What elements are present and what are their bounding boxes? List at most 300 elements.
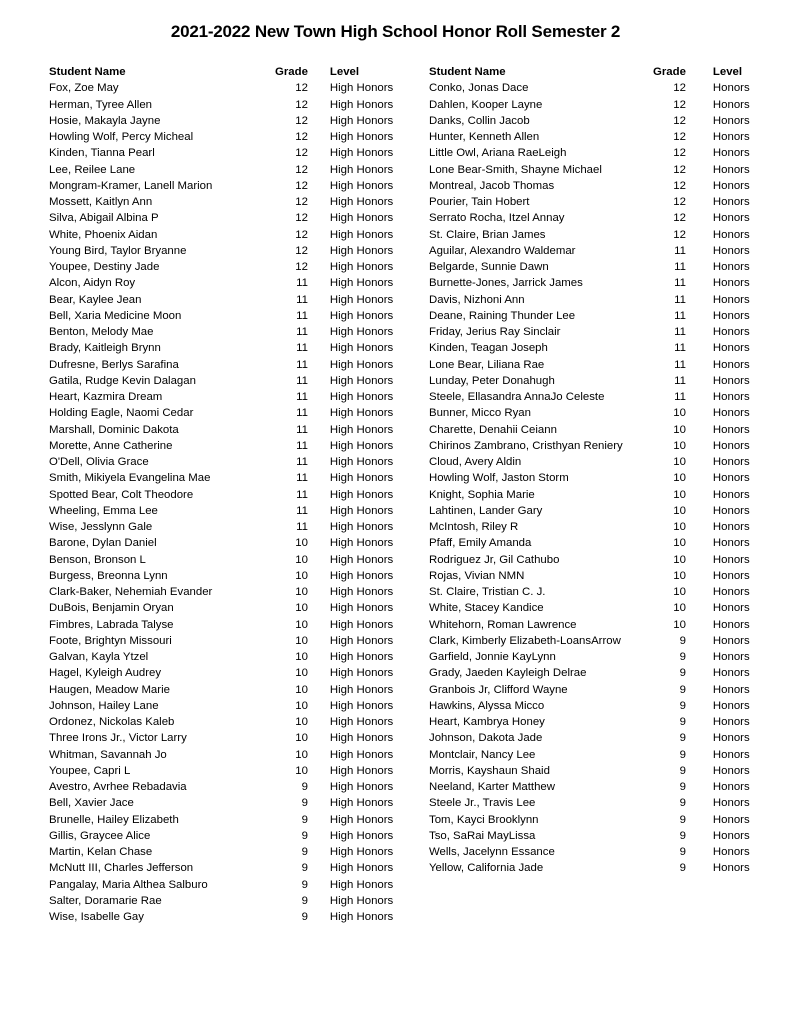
- student-name-cell: Fimbres, Labrada Talyse: [49, 618, 174, 631]
- level-cell: High Honors: [329, 878, 394, 891]
- student-name-cell: St. Claire, Tristian C. J.: [429, 586, 546, 598]
- column-spacer: [308, 243, 330, 259]
- level-cell: Honors: [712, 147, 750, 160]
- level-cell: High Honors: [329, 764, 394, 777]
- column-spacer: [686, 422, 713, 438]
- grade-cell: 10: [673, 439, 686, 452]
- level-cell: Honors: [712, 131, 750, 143]
- level-cell: Honors: [712, 114, 750, 127]
- level-cell: Honors: [712, 488, 750, 501]
- column-spacer: [308, 844, 330, 860]
- level-cell: High Honors: [329, 179, 394, 192]
- level-cell: High Honors: [329, 618, 394, 631]
- level-cell: High Honors: [329, 358, 394, 371]
- grade-cell: 12: [295, 228, 308, 241]
- grade-cell: 10: [295, 748, 308, 761]
- student-name-cell: Benson, Bronson L: [49, 553, 146, 566]
- level-cell: Honors: [712, 98, 750, 111]
- grade-cell: 10: [673, 602, 686, 615]
- table-body: [49, 80, 400, 925]
- level-cell: High Honors: [329, 748, 394, 761]
- column-spacer: [686, 438, 713, 454]
- level-cell: Honors: [712, 309, 750, 322]
- level-cell: High Honors: [329, 829, 394, 842]
- level-cell: High Honors: [329, 309, 394, 322]
- table-row: [429, 373, 773, 389]
- student-name-cell: Bell, Xavier Jace: [49, 797, 134, 810]
- level-cell: High Honors: [329, 326, 394, 338]
- grade-cell: 10: [295, 683, 308, 696]
- grade-cell: 9: [679, 699, 686, 712]
- level-cell: High Honors: [329, 732, 394, 745]
- table-row: [49, 714, 400, 730]
- student-name-cell: Tom, Kayci Brooklynn: [429, 813, 539, 826]
- level-cell: Honors: [712, 179, 750, 192]
- level-cell: High Honors: [329, 439, 394, 452]
- honor-roll-table-high-honors: [49, 64, 400, 925]
- table-row: [49, 243, 400, 259]
- grade-cell: 9: [301, 846, 308, 858]
- column-header-grade: Grade: [653, 66, 686, 78]
- student-name-cell: Silva, Abigail Albina P: [49, 212, 159, 225]
- student-name-cell: Neeland, Karter Matthew: [429, 781, 555, 793]
- column-spacer: [686, 194, 713, 210]
- level-cell: High Honors: [329, 391, 394, 403]
- table-row: [429, 162, 773, 178]
- level-cell: Honors: [712, 423, 750, 436]
- table-row: [49, 552, 400, 568]
- student-name-cell: Haugen, Meadow Marie: [49, 683, 170, 696]
- table-row: [49, 812, 400, 828]
- grade-cell: 10: [295, 667, 308, 680]
- grade-cell: 10: [673, 488, 686, 501]
- column-spacer: [308, 162, 330, 178]
- student-name-cell: Morris, Kayshaun Shaid: [429, 764, 550, 777]
- level-cell: Honors: [712, 732, 750, 745]
- student-name-cell: Garfield, Jonnie KayLynn: [429, 651, 556, 663]
- table-row: [429, 405, 773, 421]
- level-cell: High Honors: [329, 553, 394, 566]
- column-spacer: [686, 308, 713, 324]
- table-row: [429, 487, 773, 503]
- grade-cell: 9: [679, 781, 686, 793]
- column-spacer: [686, 617, 713, 633]
- column-spacer: [308, 877, 330, 893]
- student-name-cell: Charette, Denahii Ceiann: [429, 423, 557, 436]
- level-cell: High Honors: [329, 131, 394, 143]
- student-name-cell: Young Bird, Taylor Bryanne: [49, 244, 187, 257]
- student-name-cell: Bear, Kaylee Jean: [49, 293, 142, 306]
- level-cell: High Honors: [329, 293, 394, 306]
- level-cell: High Honors: [329, 602, 394, 615]
- table-row: [49, 763, 400, 779]
- level-cell: Honors: [712, 716, 750, 728]
- table-row: [429, 292, 773, 308]
- level-cell: High Honors: [329, 196, 394, 208]
- level-cell: Honors: [712, 342, 750, 355]
- student-name-cell: Ordonez, Nickolas Kaleb: [49, 716, 175, 728]
- table-row: [429, 178, 773, 194]
- level-cell: Honors: [712, 781, 750, 793]
- column-spacer: [686, 292, 713, 308]
- level-cell: Honors: [712, 163, 750, 176]
- table-row: [49, 519, 400, 535]
- column-spacer: [686, 487, 713, 503]
- grade-cell: 11: [296, 326, 308, 338]
- table-row: [429, 438, 773, 454]
- table-row: [49, 568, 400, 584]
- student-name-cell: Mongram-Kramer, Lanell Marion: [49, 179, 213, 192]
- grade-cell: 12: [673, 212, 686, 225]
- column-spacer: [308, 600, 330, 616]
- student-name-cell: Youpee, Destiny Jade: [49, 261, 160, 273]
- level-cell: High Honors: [329, 163, 394, 176]
- level-cell: High Honors: [329, 846, 394, 858]
- column-spacer: [308, 80, 330, 96]
- column-spacer: [308, 373, 330, 389]
- student-name-cell: Aguilar, Alexandro Waldemar: [429, 244, 576, 257]
- column-spacer: [308, 568, 330, 584]
- grade-cell: 12: [673, 228, 686, 241]
- level-cell: High Honors: [329, 98, 394, 111]
- level-cell: High Honors: [329, 261, 394, 273]
- grade-cell: 10: [673, 537, 686, 550]
- level-cell: Honors: [712, 326, 750, 338]
- level-cell: Honors: [712, 797, 750, 810]
- honor-roll-table-honors: [429, 64, 773, 877]
- column-spacer: [686, 698, 713, 714]
- student-name-cell: O'Dell, Olivia Grace: [49, 456, 149, 468]
- student-name-cell: Lunday, Peter Donahugh: [429, 374, 555, 387]
- level-cell: Honors: [712, 391, 750, 403]
- column-spacer: [308, 698, 330, 714]
- level-cell: Honors: [712, 699, 750, 712]
- table-row: [49, 682, 400, 698]
- table-row: [429, 470, 773, 486]
- column-spacer: [686, 584, 713, 600]
- student-name-cell: Brady, Kaitleigh Brynn: [49, 342, 161, 355]
- grade-cell: 11: [674, 342, 686, 355]
- grade-cell: 9: [679, 862, 686, 875]
- table-row: [49, 909, 400, 925]
- column-spacer: [686, 600, 713, 616]
- student-name-cell: Chirinos Zambrano, Cristhyan Reniery: [429, 439, 623, 452]
- student-name-cell: Bunner, Micco Ryan: [429, 407, 531, 420]
- grade-cell: 10: [673, 618, 686, 631]
- table-row: [49, 487, 400, 503]
- level-cell: High Honors: [329, 569, 394, 582]
- grade-cell: 12: [295, 163, 308, 176]
- table-row: [49, 162, 400, 178]
- column-spacer: [686, 828, 713, 844]
- column-spacer: [308, 275, 330, 291]
- table-row: [429, 519, 773, 535]
- student-name-cell: St. Claire, Brian James: [429, 228, 546, 241]
- grade-cell: 9: [679, 667, 686, 680]
- grade-cell: 10: [295, 537, 308, 550]
- level-cell: Honors: [712, 244, 750, 257]
- table-row: [49, 373, 400, 389]
- level-cell: High Honors: [329, 911, 394, 923]
- table-row: [429, 275, 773, 291]
- student-name-cell: Lee, Reilee Lane: [49, 163, 136, 176]
- column-spacer: [686, 633, 713, 649]
- grade-cell: 12: [295, 82, 308, 95]
- column-spacer: [686, 97, 713, 113]
- table-row: [49, 145, 400, 161]
- column-spacer: [308, 665, 330, 681]
- student-name-cell: Avestro, Avrhee Rebadavia: [49, 781, 187, 793]
- level-cell: Honors: [712, 683, 750, 696]
- student-name-cell: Dahlen, Kooper Layne: [429, 98, 543, 111]
- grade-cell: 11: [296, 342, 308, 355]
- student-name-cell: Fox, Zoe May: [49, 82, 119, 95]
- student-name-cell: Montclair, Nancy Lee: [429, 748, 536, 761]
- table-row: [429, 552, 773, 568]
- student-name-cell: Rodriguez Jr, Gil Cathubo: [429, 553, 560, 566]
- grade-cell: 10: [673, 456, 686, 468]
- student-name-cell: Benton, Melody Mae: [49, 326, 154, 338]
- grade-cell: 10: [673, 504, 686, 517]
- column-spacer: [686, 275, 713, 291]
- grade-cell: 9: [679, 748, 686, 761]
- column-spacer: [308, 747, 330, 763]
- grade-cell: 11: [674, 293, 686, 306]
- student-name-cell: Johnson, Dakota Jade: [429, 732, 543, 745]
- grade-cell: 9: [679, 846, 686, 858]
- level-cell: Honors: [712, 813, 750, 826]
- table-row: [429, 730, 773, 746]
- student-name-cell: Wells, Jacelynn Essance: [429, 846, 555, 858]
- student-name-cell: Clark, Kimberly Elizabeth-LoansArrow: [429, 634, 621, 647]
- grade-cell: 10: [295, 699, 308, 712]
- student-name-cell: Clark-Baker, Nehemiah Evander: [49, 586, 213, 598]
- grade-cell: 11: [296, 439, 308, 452]
- grade-cell: 11: [296, 277, 308, 290]
- student-name-cell: Pangalay, Maria Althea Salburo: [49, 878, 208, 891]
- column-spacer: [308, 893, 330, 909]
- table-row: [49, 747, 400, 763]
- column-spacer: [686, 178, 713, 194]
- table-row: [429, 129, 773, 145]
- column-spacer: [308, 194, 330, 210]
- table-row: [429, 698, 773, 714]
- column-spacer: [686, 730, 713, 746]
- level-cell: Honors: [712, 667, 750, 680]
- student-name-cell: Mossett, Kaitlyn Ann: [49, 196, 153, 208]
- column-spacer: [686, 357, 713, 373]
- level-cell: Honors: [712, 553, 750, 566]
- student-name-cell: White, Stacey Kandice: [429, 602, 544, 615]
- student-name-cell: Little Owl, Ariana RaeLeigh: [429, 147, 567, 160]
- table-row: [429, 340, 773, 356]
- column-spacer: [686, 519, 713, 535]
- column-spacer: [308, 617, 330, 633]
- level-cell: High Honors: [329, 374, 394, 387]
- grade-cell: 10: [295, 716, 308, 728]
- column-spacer: [686, 113, 713, 129]
- table-row: [49, 357, 400, 373]
- column-spacer: [308, 649, 330, 665]
- column-spacer: [308, 633, 330, 649]
- level-cell: High Honors: [329, 651, 394, 663]
- table-row: [429, 422, 773, 438]
- table-row: [49, 97, 400, 113]
- grade-cell: 12: [295, 147, 308, 160]
- table-row: [49, 470, 400, 486]
- table-row: [49, 828, 400, 844]
- grade-cell: 9: [301, 878, 308, 891]
- table-row: [429, 97, 773, 113]
- column-header-grade: Grade: [275, 66, 308, 78]
- student-name-cell: Grady, Jaeden Kayleigh Delrae: [429, 667, 587, 680]
- column-spacer: [686, 844, 713, 860]
- grade-cell: 10: [673, 423, 686, 436]
- table-row: [49, 617, 400, 633]
- table-header-row: [49, 64, 400, 80]
- column-header-student-name: Student Name: [429, 66, 506, 78]
- table-row: [429, 80, 773, 96]
- table-row: [49, 129, 400, 145]
- column-spacer: [308, 584, 330, 600]
- table-row: [49, 503, 400, 519]
- table-row: [49, 893, 400, 909]
- column-spacer: [308, 259, 330, 275]
- grade-cell: 9: [679, 634, 686, 647]
- level-cell: Honors: [712, 407, 750, 420]
- level-cell: High Honors: [329, 894, 394, 907]
- table-row: [49, 389, 400, 405]
- column-spacer: [308, 357, 330, 373]
- column-spacer: [308, 828, 330, 844]
- grade-cell: 10: [673, 569, 686, 582]
- student-name-cell: Tso, SaRai MayLissa: [429, 829, 536, 842]
- student-name-cell: Smith, Mikiyela Evangelina Mae: [49, 472, 211, 485]
- student-name-cell: Morette, Anne Catherine: [49, 439, 173, 452]
- column-spacer: [308, 812, 330, 828]
- grade-cell: 9: [301, 829, 308, 842]
- table-row: [429, 633, 773, 649]
- student-name-cell: Kinden, Teagan Joseph: [429, 342, 548, 355]
- grade-cell: 11: [296, 521, 308, 533]
- column-spacer: [308, 682, 330, 698]
- student-name-cell: Barone, Dylan Daniel: [49, 537, 157, 550]
- student-name-cell: Wise, Jesslynn Gale: [49, 521, 153, 533]
- column-spacer: [686, 665, 713, 681]
- column-spacer: [308, 113, 330, 129]
- student-name-cell: Hagel, Kyleigh Audrey: [49, 667, 162, 680]
- student-name-cell: Three Irons Jr., Victor Larry: [49, 732, 187, 745]
- level-cell: High Honors: [329, 699, 394, 712]
- column-spacer: [686, 405, 713, 421]
- level-cell: Honors: [712, 537, 750, 550]
- level-cell: Honors: [712, 586, 750, 598]
- student-name-cell: Hunter, Kenneth Allen: [429, 131, 540, 143]
- table-row: [429, 828, 773, 844]
- level-cell: Honors: [712, 82, 750, 95]
- column-spacer: [308, 763, 330, 779]
- table-row: [49, 113, 400, 129]
- level-cell: High Honors: [329, 716, 394, 728]
- level-cell: Honors: [712, 602, 750, 615]
- student-name-cell: Friday, Jerius Ray Sinclair: [429, 326, 561, 338]
- grade-cell: 10: [295, 634, 308, 647]
- student-name-cell: McNutt III, Charles Jefferson: [49, 862, 194, 875]
- level-cell: Honors: [712, 196, 750, 208]
- grade-cell: 12: [673, 82, 686, 95]
- student-name-cell: Salter, Doramarie Rae: [49, 894, 162, 907]
- level-cell: Honors: [712, 569, 750, 582]
- page-title: 2021-2022 New Town High School Honor Roll Semester 2: [170, 22, 621, 41]
- grade-cell: 11: [296, 391, 308, 403]
- column-spacer: [686, 243, 713, 259]
- grade-cell: 11: [296, 504, 308, 517]
- table-row: [429, 649, 773, 665]
- student-name-cell: DuBois, Benjamin Oryan: [49, 602, 174, 615]
- column-spacer: [686, 145, 713, 161]
- column-spacer: [686, 454, 713, 470]
- student-name-cell: Pfaff, Emily Amanda: [429, 537, 532, 550]
- column-spacer: [308, 779, 330, 795]
- grade-cell: 11: [674, 277, 686, 290]
- grade-cell: 9: [679, 651, 686, 663]
- table-row: [49, 633, 400, 649]
- column-spacer: [686, 324, 713, 340]
- level-cell: Honors: [712, 504, 750, 517]
- student-name-cell: Deane, Raining Thunder Lee: [429, 309, 576, 322]
- level-cell: High Honors: [329, 813, 394, 826]
- grade-cell: 10: [295, 764, 308, 777]
- grade-cell: 11: [674, 261, 686, 273]
- table-row: [429, 454, 773, 470]
- table-row: [429, 682, 773, 698]
- student-name-cell: Cloud, Avery Aldin: [429, 456, 522, 468]
- table-row: [49, 324, 400, 340]
- grade-cell: 9: [301, 894, 308, 907]
- column-spacer: [686, 860, 713, 876]
- level-cell: High Honors: [329, 683, 394, 696]
- table-row: [49, 259, 400, 275]
- grade-cell: 12: [673, 163, 686, 176]
- table-row: [49, 844, 400, 860]
- student-name-cell: Holding Eagle, Naomi Cedar: [49, 407, 194, 420]
- table-row: [429, 568, 773, 584]
- grade-cell: 12: [295, 244, 308, 257]
- grade-cell: 12: [673, 98, 686, 111]
- column-spacer: [308, 519, 330, 535]
- grade-cell: 11: [296, 293, 308, 306]
- student-name-cell: Danks, Collin Jacob: [429, 114, 530, 127]
- grade-cell: 12: [295, 114, 308, 127]
- table-row: [429, 779, 773, 795]
- grade-cell: 9: [679, 829, 686, 842]
- level-cell: Honors: [712, 439, 750, 452]
- column-spacer: [308, 340, 330, 356]
- column-spacer: [686, 80, 713, 96]
- level-cell: High Honors: [329, 667, 394, 680]
- column-spacer: [308, 487, 330, 503]
- column-spacer: [686, 210, 713, 226]
- column-spacer: [308, 909, 330, 925]
- level-cell: Honors: [712, 293, 750, 306]
- grade-cell: 9: [679, 732, 686, 745]
- level-cell: High Honors: [329, 114, 394, 127]
- grade-cell: 12: [673, 179, 686, 192]
- table-row: [49, 422, 400, 438]
- table-row: [429, 600, 773, 616]
- table-row: [49, 698, 400, 714]
- grade-cell: 9: [301, 813, 308, 826]
